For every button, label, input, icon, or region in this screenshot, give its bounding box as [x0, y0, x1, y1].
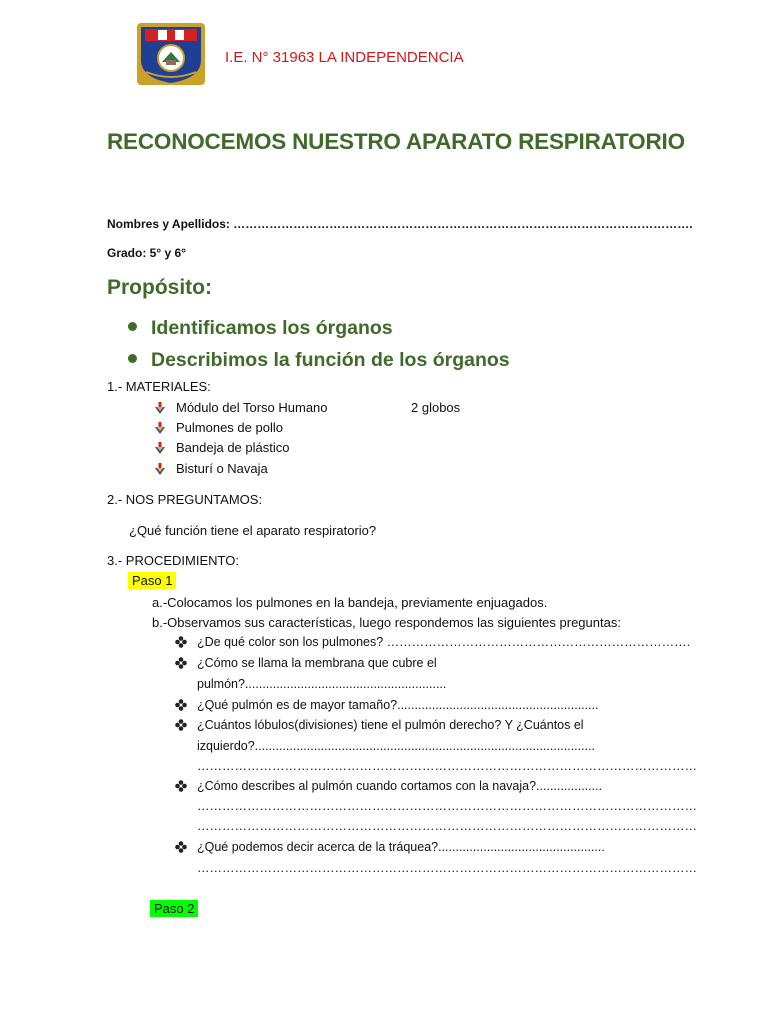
arrow-bullet-icon — [155, 422, 165, 434]
answer-line: ………………………………………………………………………………………………………… — [197, 799, 697, 813]
material-item-text: Bisturí o Navaja — [176, 461, 268, 476]
material-item — [155, 440, 289, 455]
purpose-item-text: Identificamos los órganos — [151, 317, 393, 339]
question-item — [175, 718, 584, 732]
diamond-bullet-icon — [175, 657, 187, 669]
material-item — [155, 400, 328, 415]
question-text: ¿Cómo describes al pulmón cuando cortamos con la navaja?................... — [197, 779, 603, 793]
question-text: ¿Cuántos lóbulos(divisiones) tiene el pulmón derecho? Y ¿Cuántos el — [197, 718, 584, 732]
question-text: ¿Qué pulmón es de mayor tamaño?.......................................................... — [197, 698, 599, 712]
diamond-bullet-icon — [175, 780, 187, 792]
material-item — [155, 420, 283, 435]
main-question: ¿Qué función tiene el aparato respiratorio? — [129, 523, 377, 538]
material-item-text: Módulo del Torso Humano — [176, 400, 328, 415]
section-questions: 2.- NOS PREGUNTAMOS: — [107, 492, 263, 507]
question-text: ¿Cómo se llama la membrana que cubre el — [197, 656, 437, 670]
question-item — [175, 635, 690, 649]
diamond-bullet-icon — [175, 841, 187, 853]
step-b: b.-Observamos sus características, luego respondemos las siguientes preguntas: — [152, 615, 621, 630]
grade-line: Grado: 5° y 6° — [107, 246, 186, 260]
purpose-item — [128, 317, 393, 340]
answer-line: ………………………………………………………………………………………………………… — [197, 861, 697, 875]
student-name-line: Nombres y Apellidos: ……………………………………………………………………………………………………. — [107, 217, 693, 231]
diamond-bullet-icon — [175, 719, 187, 731]
step-label-paso-2: Paso 2 — [150, 900, 198, 917]
question-item — [175, 779, 602, 793]
school-name: I.E. N° 31963 LA INDEPENDENCIA — [225, 49, 464, 66]
question-continuation: izquierdo?.................................................................................................. — [197, 739, 596, 753]
school-crest-logo — [136, 22, 206, 86]
answer-line: ………………………………………………………………………………………………………… — [197, 759, 697, 773]
bullet-dot-icon — [128, 354, 137, 363]
arrow-bullet-icon — [155, 402, 165, 414]
question-text: ¿De qué color son los pulmones? ………………………………………………………………. — [197, 635, 691, 649]
step-a: a.-Colocamos los pulmones en la bandeja, previamente enjuagados. — [152, 595, 548, 610]
step-label-paso-1: Paso 1 — [128, 572, 176, 589]
question-item — [175, 656, 437, 670]
diamond-bullet-icon — [175, 699, 187, 711]
diamond-bullet-icon — [175, 636, 187, 648]
purpose-item — [128, 349, 510, 372]
question-text: ¿Qué podemos decir acerca de la tráquea?................................................ — [197, 840, 605, 854]
bullet-dot-icon — [128, 322, 137, 331]
answer-line: ………………………………………………………………………………………………………… — [197, 819, 697, 833]
section-procedure: 3.- PROCEDIMIENTO: — [107, 553, 239, 568]
section-materials: 1.- MATERIALES: — [107, 379, 211, 394]
arrow-bullet-icon — [155, 463, 165, 475]
question-item — [175, 840, 605, 854]
question-continuation: pulmón?.......................................................... — [197, 677, 447, 691]
material-item-text: Pulmones de pollo — [176, 420, 283, 435]
purpose-heading: Propósito: — [107, 276, 212, 299]
arrow-bullet-icon — [155, 442, 165, 454]
page-title: RECONOCEMOS NUESTRO APARATO RESPIRATORIO — [107, 129, 685, 154]
purpose-item-text: Describimos la función de los órganos — [151, 349, 510, 371]
material-extra: 2 globos — [411, 400, 461, 415]
question-item — [175, 698, 599, 712]
material-item-text: Bandeja de plástico — [176, 440, 290, 455]
material-item — [155, 461, 268, 476]
